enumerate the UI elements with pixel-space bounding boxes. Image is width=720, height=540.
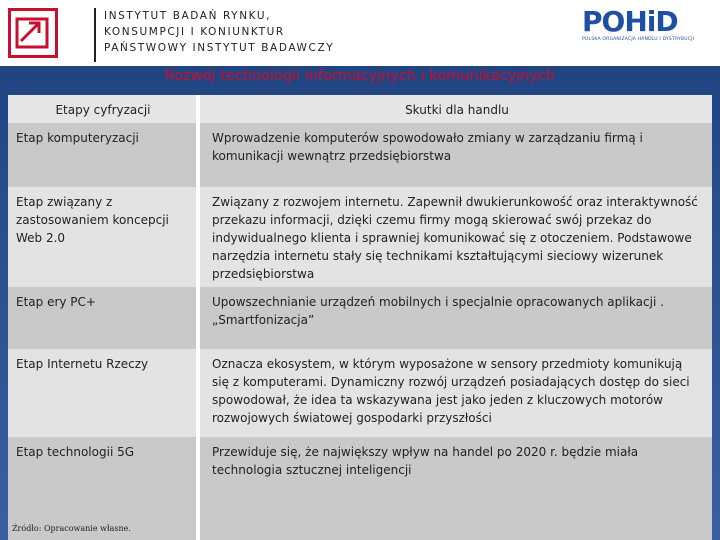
institute-line-2: KONSUMPCJI I KONIUNKTUR — [104, 26, 285, 38]
stage-cell: Etap Internetu Rzeczy — [8, 349, 196, 437]
institute-line-1: INSTYTUT BADAŃ RYNKU, — [104, 10, 272, 22]
pohid-logo-subtitle: POLSKA ORGANIZACJA HANDLU I DYSTRYBUCJI — [582, 37, 695, 42]
effect-cell: Wprowadzenie komputerów spowodowało zmiany w zarządzaniu firmą i komunikacji wewnątrz przedsiębiorstwa — [200, 123, 712, 187]
source-note: Źródło: Opracowanie własne. — [12, 524, 131, 533]
column-divider — [196, 95, 200, 540]
institute-logo — [8, 8, 58, 58]
institute-line-3: PAŃSTWOWY INSTYTUT BADAWCZY — [104, 42, 335, 54]
column-header-stages: Etapy cyfryzacji — [8, 95, 196, 123]
table-header-row — [8, 95, 712, 123]
table-row — [8, 287, 712, 349]
header-banner — [0, 0, 720, 66]
effect-cell: Przewiduje się, że największy wpływ na handel po 2020 r. będzie miała technologia sztucznej inteligencji — [200, 437, 712, 540]
pohid-logo-text: POHiD — [582, 5, 678, 38]
effect-cell: Oznacza ekosystem, w którym wyposażone w sensory przedmioty komunikują się z komputerami. Dynamiczny rozwój urządzeń posiadających dostęp do sieci spowodował, że idea ta wskazywana jest jako jeden z kluczowych motorów rozwojowych światowej gospodarki przyszłości — [200, 349, 712, 437]
stage-cell: Etap technologii 5G — [8, 437, 196, 540]
institute-name — [94, 8, 335, 62]
stage-cell: Etap ery PC+ — [8, 287, 196, 349]
table-row — [8, 349, 712, 437]
page-title: Rozwój technologii informacyjnych i komunikacyjnych — [164, 68, 556, 84]
stage-cell: Etap komputeryzacji — [8, 123, 196, 187]
effect-cell: Upowszechnianie urządzeń mobilnych i specjalnie opracowanych aplikacji . „Smartfonizacja” — [200, 287, 712, 349]
table-row — [8, 123, 712, 187]
pohid-logo — [582, 6, 712, 48]
stage-cell: Etap związany z zastosowaniem koncepcji Web 2.0 — [8, 187, 196, 287]
column-header-effects: Skutki dla handlu — [200, 95, 712, 123]
effect-cell: Związany z rozwojem internetu. Zapewnił dwukierunkowość oraz interaktywność przekazu informacji, dzięki czemu firmy mogą skierować swój przekaz do indywidualnego klienta i sprawniej komunikować się z otoczeniem. Podstawowe narzędzia internetu stały się technikami kształtującymi sieciowy wizerunek przedsiębiorstwa — [200, 187, 712, 287]
digitization-table — [8, 95, 712, 540]
table-row — [8, 187, 712, 287]
